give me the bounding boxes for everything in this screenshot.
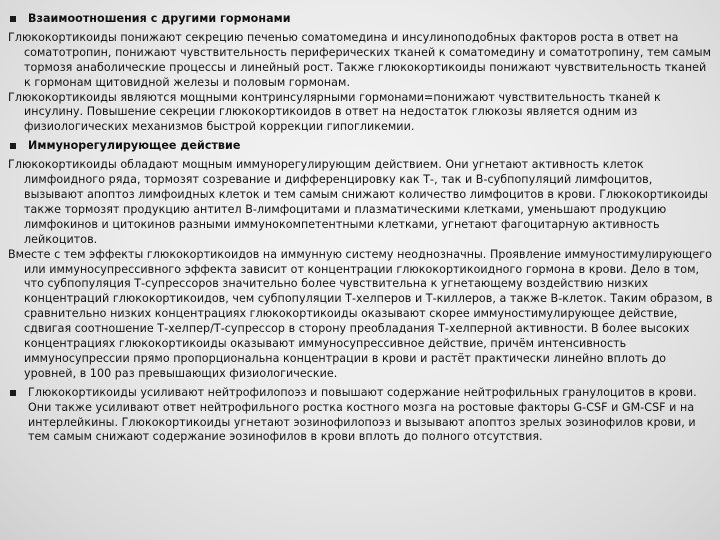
- section-heading-hormones: Взаимоотношения с другими гормонами: [8, 12, 714, 27]
- paragraph-growth-factors: Глюкокортикоиды понижают секрецию печенью соматомедина и инсулиноподобных факторов роста в ответ на соматотропин, понижают чувствительность периферических тканей к соматомедину и соматотропину, тем самым тормозя анаболические процессы и линейный рост. Также глюкокортикоиды понижают чувствительность тканей к гормонам щитовидной железы и половым гормонам.: [8, 30, 712, 89]
- paragraph-insulin: Глюкокортикоиды являются мощными контринсулярными гормонами=понижают чувствительность тканей к инсулину. Повышение секреции глюкокортикоидов в ответ на недостаток глюкозы является одним из физиологических механизмов быстрой коррекции гипогликемии.: [8, 90, 661, 134]
- slide-content: [8, 12, 714, 445]
- paragraph-immune-suppression: Глюкокортикоиды обладают мощным иммунорегулирующим действием. Они угнетают активность клеток лимфоидного ряда, тормозят созревание и дифференцировку как Т-, так и В-субпопуляций лимфоцитов, вызывают апоптоз лимфоидных клеток и тем самым снижают количество лимфоцитов в крови. Глюкокортикоиды также тормозят продукцию антител В-лимфоцитами и плазматическими клетками, уменьшают продукцию лимфокинов и цитокинов разными иммунокомпетентными клетками, угнетают фагоцитарную активность лейкоцитов.: [8, 158, 708, 246]
- paragraph-immune-concentration: Вместе с тем эффекты глюкокортикоидов на иммунную систему неоднозначны. Проявление иммуностимулирующего или иммуносупрессивного эффекта зависит от концентрации глюкокортикоидного гормона в крови. Дело в том, что субпопуляция Т-супрессоров значительно более чувствительна к угнетающему воздействию низких концентраций глюкокортикоидов, чем субпопуляции Т-хелперов и Т-киллеров, а также В-клеток. Таким образом, в сравнительно низких концентрациях глюкокортикоиды оказывают скорее иммуностимулирующее действие, сдвигая соотношение Т-хелпер/Т-супрессор в сторону преобладания Т-хелперной активности. В более высоких концентрациях глюкокортикоиды оказывают иммуносупрессивное действие, причём интенсивность иммуносупрессии прямо пропорциональна концентрации в крови и растёт практически линейно вплоть до уровней, в 100 раз превышающих физиологические.: [8, 247, 713, 380]
- section-heading-immunoregulation: Иммунорегулирующее действие: [8, 139, 714, 154]
- paragraph-neutrophils: Глюкокортикоиды усиливают нейтрофилопоэз и повышают содержание нейтрофильных гранулоцитов в крови. Они также усиливают ответ нейтрофильного ростка костного мозга на ростовые факторы G-CSF и GM-CSF и на интерлейкины. Глюкокортикоиды угнетают эозинофилопоэз и вызывают апоптоз зрелых эозинофилов крови, и тем самым снижают содержание эозинофилов в крови вплоть до полного отсутствия.: [8, 386, 714, 446]
